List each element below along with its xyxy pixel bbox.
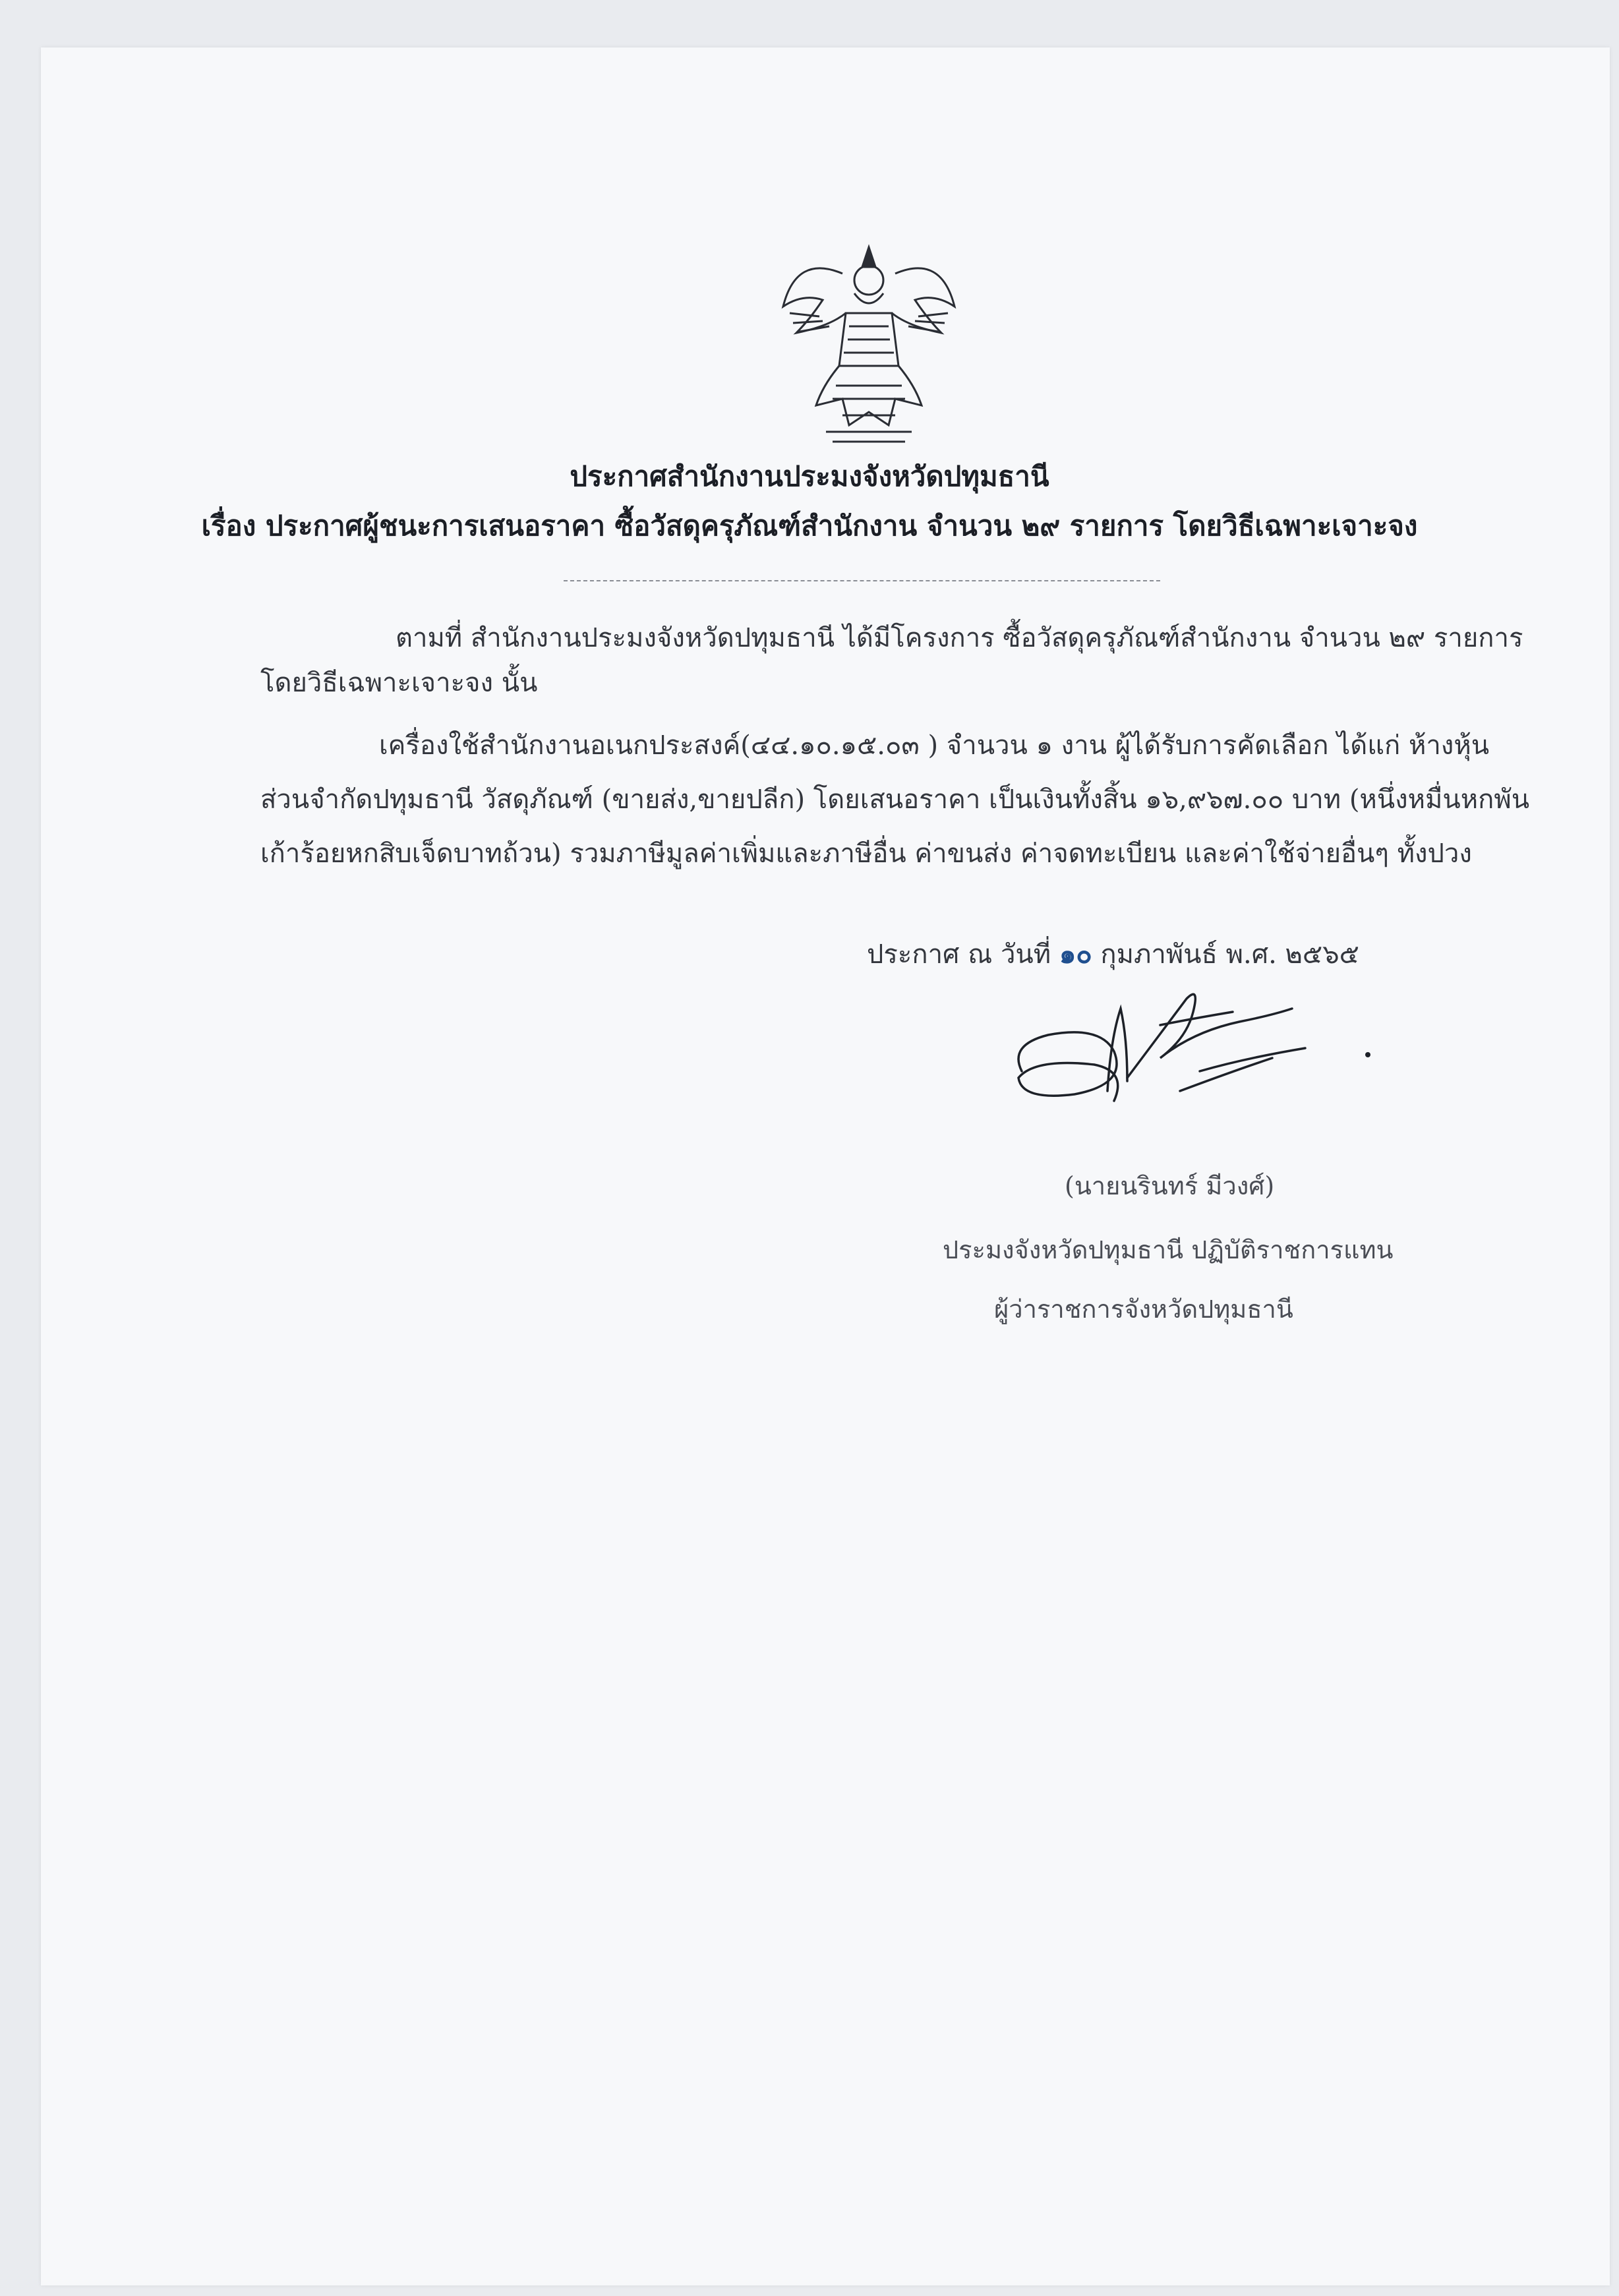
signatory-position-2: ผู้ว่าราชการจังหวัดปทุมธานี xyxy=(994,1295,1293,1324)
document-subject: เรื่อง ประกาศผู้ชนะการเสนอราคา ซื้อวัสดุครุภัณฑ์สำนักงาน จำนวน ๒๙ รายการ โดยวิธีเฉพาะเจาะจง xyxy=(201,510,1418,542)
paragraph-2-line-3: เก้าร้อยหกสิบเจ็ดบาทถ้วน) รวมภาษีมูลค่าเพิ่มและภาษีอื่น ค่าขนส่ง ค่าจดทะเบียน และค่าใช้จ่ายอื่นๆ ทั้งปวง xyxy=(260,839,1472,869)
date-prefix: ประกาศ ณ วันที่ xyxy=(867,939,1051,970)
signatory-name: (นายนรินทร์ มีวงศ์) xyxy=(1065,1171,1275,1200)
paragraph-2-line-2: ส่วนจำกัดปทุมธานี วัสดุภัณฑ์ (ขายส่ง,ขายปลีก) โดยเสนอราคา เป็นเงินทั้งสิ้น ๑๖,๙๖๗.๐๐ บาท (หนึ่งหมื่นหกพัน xyxy=(260,784,1530,815)
date-month-year: กุมภาพันธ์ พ.ศ. ๒๕๖๕ xyxy=(1100,939,1359,970)
garuda-emblem xyxy=(770,234,968,452)
paragraph-1-line-1: ตามที่ สำนักงานประมงจังหวัดปทุมธานี ได้มีโครงการ ซื้อวัสดุครุภัณฑ์สำนักงาน จำนวน ๒๙ รายการ xyxy=(396,623,1523,653)
dashed-divider xyxy=(564,580,1160,581)
signatory-position-1: ประมงจังหวัดปทุมธานี ปฏิบัติราชการแทน xyxy=(943,1235,1394,1264)
paragraph-2-line-1: เครื่องใช้สำนักงานอเนกประสงค์(๔๔.๑๐.๑๕.๐๓ ) จำนวน ๑ งาน ผู้ได้รับการคัดเลือก ได้แก่ ห้างหุ้น xyxy=(379,730,1490,761)
document-title: ประกาศสำนักงานประมงจังหวัดปทุมธานี xyxy=(570,460,1049,492)
date-day: ๑๐ xyxy=(1059,939,1092,970)
paragraph-1-line-2: โดยวิธีเฉพาะเจาะจง นั้น xyxy=(260,668,538,698)
signature xyxy=(995,959,1391,1137)
